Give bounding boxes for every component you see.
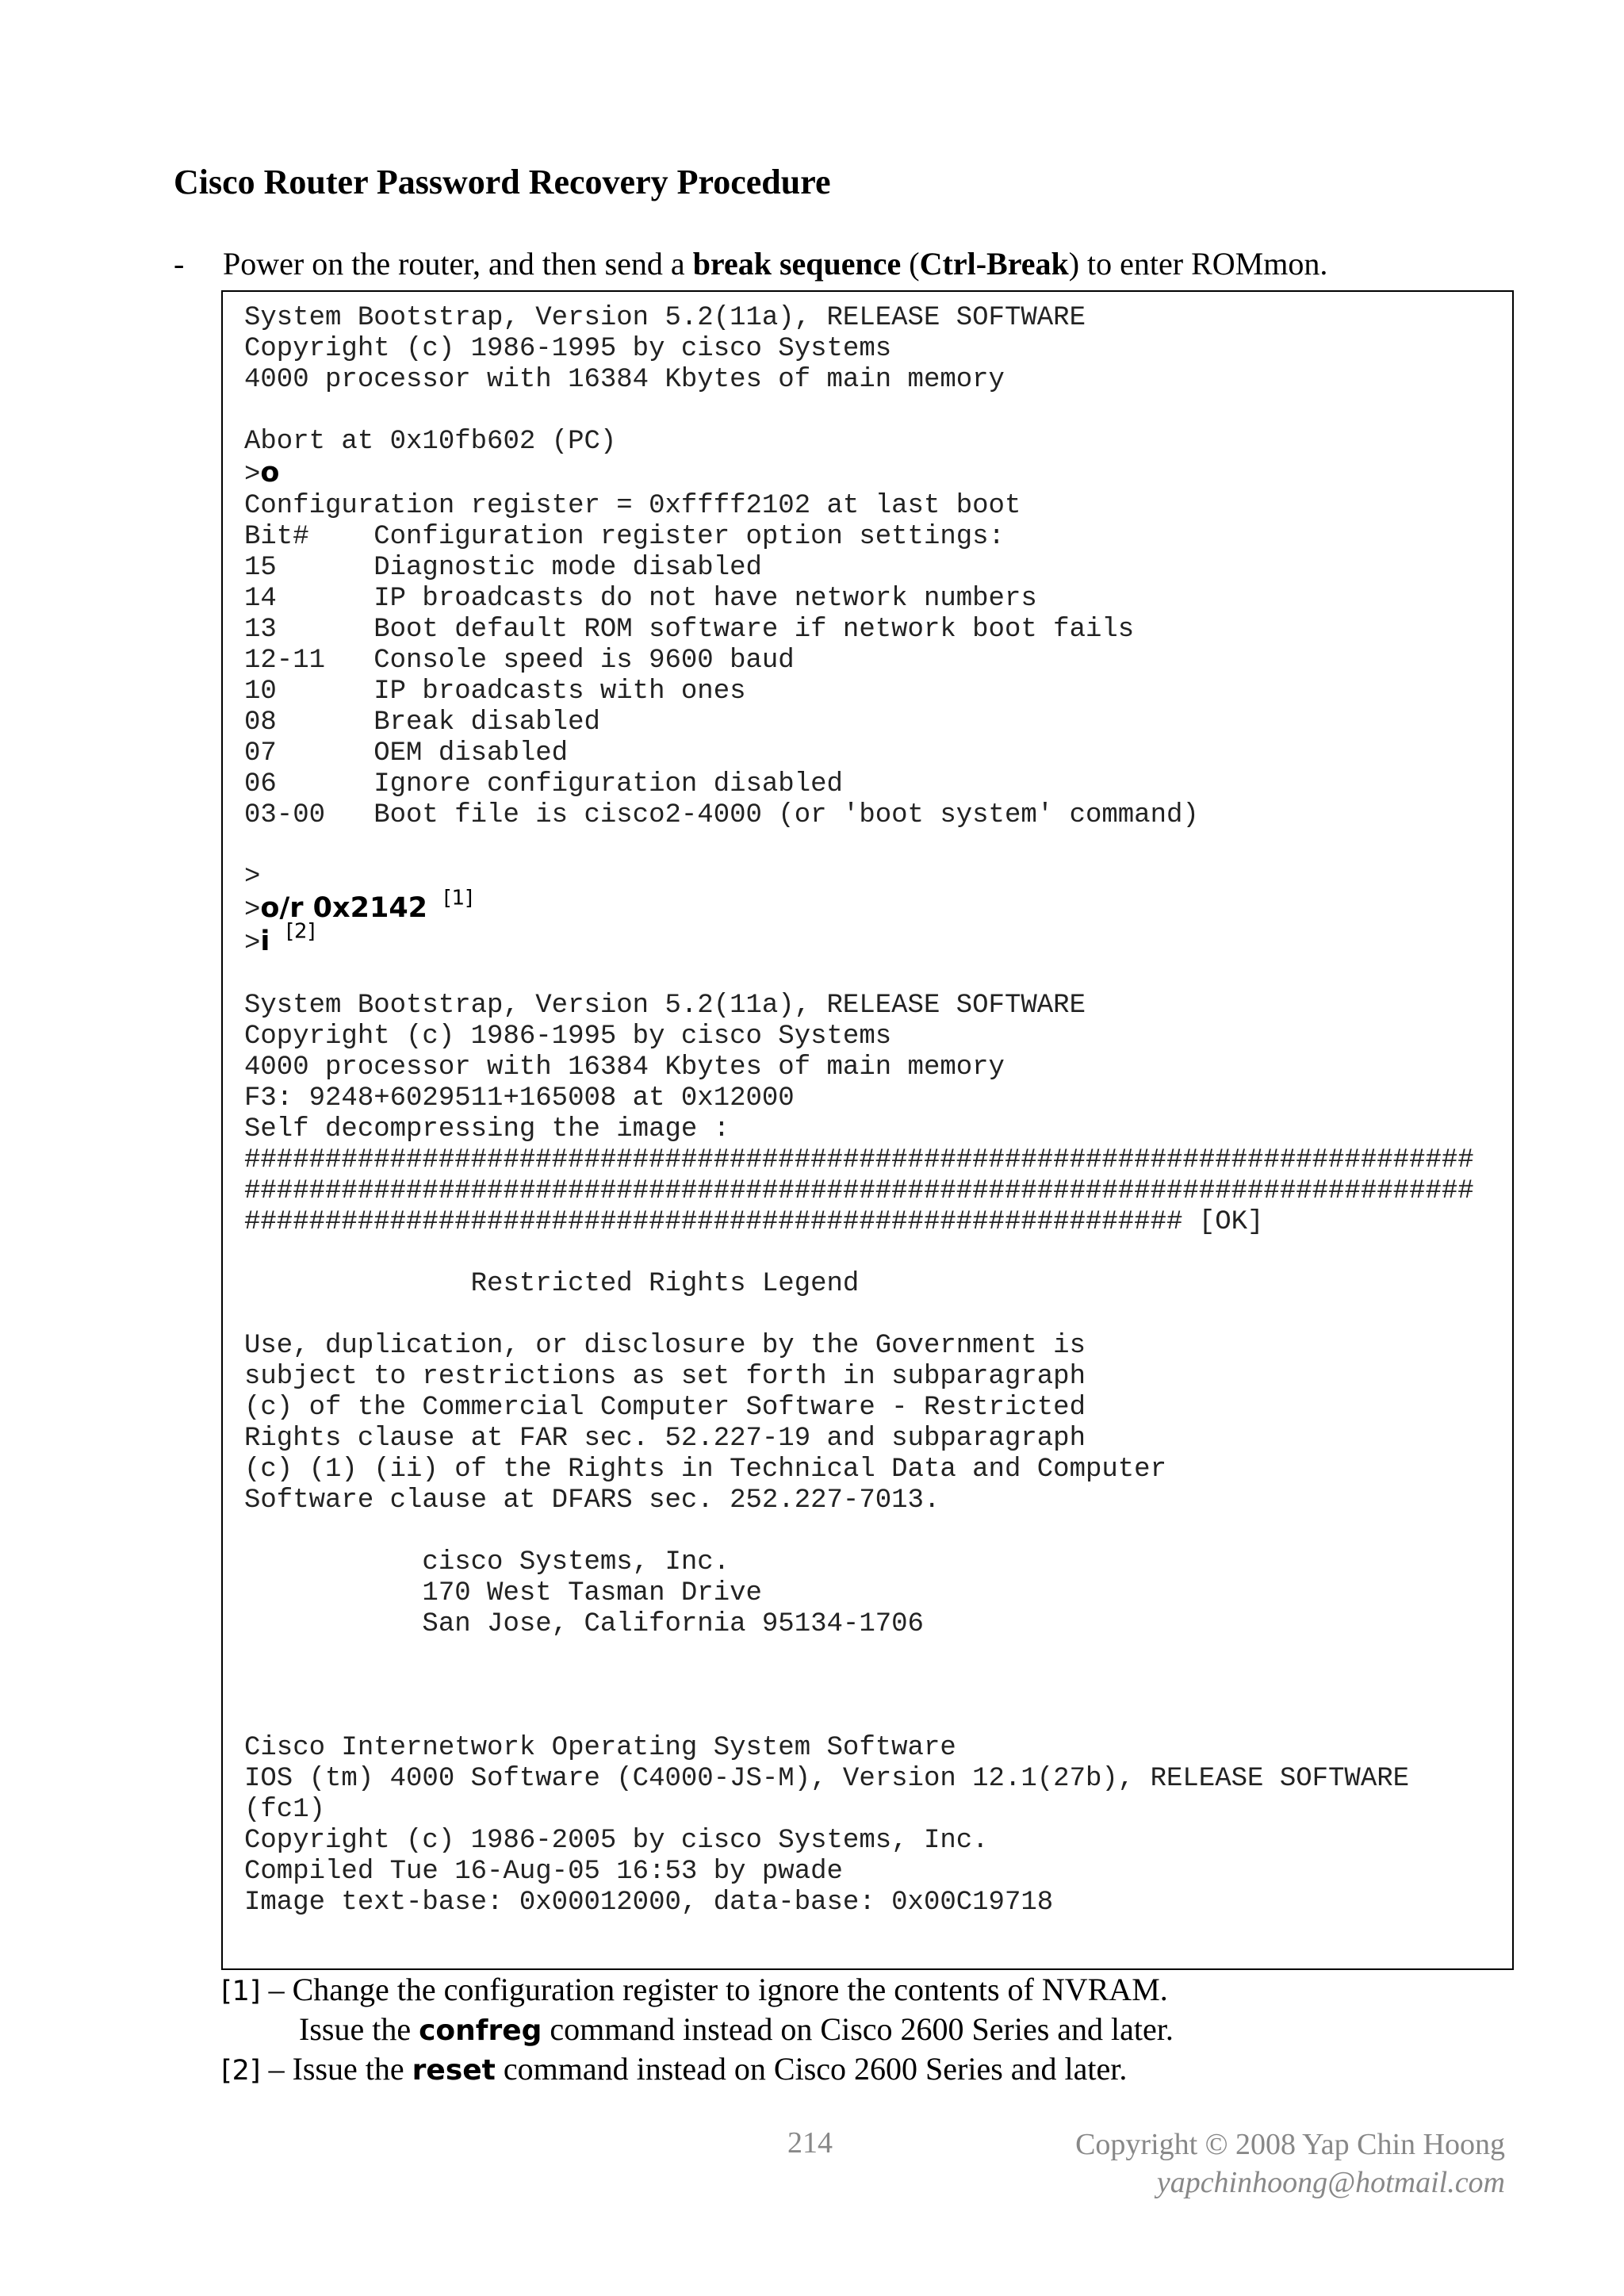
footnote-2-text-after: command instead on Cisco 2600 Series and later. <box>495 2051 1128 2087</box>
step-instruction <box>174 240 1327 288</box>
step-text-before: Power on the router, and then send a <box>223 246 693 282</box>
footnote-ref-2: [2] <box>285 919 316 944</box>
terminal-block-config: Configuration register = 0xffff2102 at last boot Bit# Configuration register option settings: 15 Diagnostic mode disabled 14 IP broadcasts do not have network numbers 13 Boot default ROM software if network boot fails 12-11 Console speed is 9600 baud 10 IP broadcasts with ones 08 Break disabled 07 OEM disabled 06 Ignore configuration disabled 03-00 Boot file is cisco2-4000 (or 'boot system' command) > <box>244 491 1199 892</box>
author-email: yapchinhoong@hotmail.com <box>1156 2166 1505 2199</box>
prompt: > <box>244 895 261 926</box>
list-dash: - <box>174 246 185 282</box>
command-i: i <box>260 926 270 957</box>
step-bold-break-sequence: break sequence <box>692 246 902 282</box>
terminal-text <box>244 303 1512 1918</box>
page-title: Cisco Router Password Recovery Procedure <box>174 163 831 201</box>
copyright-text: Copyright © 2008 Yap Chin Hoong <box>1075 2128 1505 2161</box>
footnote-2-mark: [2] <box>221 2055 261 2087</box>
footnote-1-continued <box>221 2010 1174 2050</box>
prompt: > <box>244 460 261 490</box>
command-o: o <box>260 457 280 489</box>
command-o-r: o/r 0x2142 <box>260 892 428 924</box>
terminal-block-bootstrap: System Bootstrap, Version 5.2(11a), RELEASE SOFTWARE Copyright (c) 1986-1995 by cisco Systems 4000 processor with 16384 Kbytes of main memory Abort at 0x10fb602 (PC) <box>244 303 1086 457</box>
footnote-1 <box>221 1971 1174 2010</box>
footnote-2 <box>221 2050 1174 2090</box>
terminal-block-ios: System Bootstrap, Version 5.2(11a), RELEASE SOFTWARE Copyright (c) 1986-1995 by cisco Systems 4000 processor with 16384 Kbytes of main memory F3: 9248+6029511+165008 at 0x12000 Self decompressing the image : ############################################################################ ############################################################################ ########################################################## [OK] Restricted Rights Legend Use, duplication, or disclosure by the Government is subject to restrictions as set forth in subparagraph (c) of the Commercial Computer Software - Restricted Rights clause at FAR sec. 52.227-19 and subparagraph (c) (1) (ii) of the Rights in Technical Data and Computer Software clause at DFARS sec. 252.227-7013. cisco Systems, Inc. 170 West Tasman Drive San Jose, California 95134-1706 Cisco Internetwork Operating System Software IOS (tm) 4000 Software (C4000-JS-M), Version 12.1(27b), RELEASE SOFTWARE (fc1) Copyright (c) 1986-2005 by cisco Systems, Inc. Compiled Tue 16-Aug-05 16:53 by pwade Image text-base: 0x00012000, data-base: 0x00C19718 <box>244 991 1474 1918</box>
keyword-reset: reset <box>412 2054 496 2087</box>
footnote-1b-text-before: Issue the <box>299 2011 419 2047</box>
keyword-confreg: confreg <box>419 2014 542 2047</box>
terminal-output-box <box>221 290 1514 1970</box>
footnote-2-text-before: – Issue the <box>260 2051 412 2087</box>
step-text-after: ) to enter ROMmon. <box>1068 246 1328 282</box>
footer-copyright <box>1075 2125 1505 2202</box>
footnote-1-text: – Change the configuration register to ignore the contents of NVRAM. <box>260 1972 1168 2007</box>
footnotes <box>221 1971 1174 2090</box>
step-text-mid: ( <box>901 246 920 282</box>
footnote-ref-1: [1] <box>443 886 473 910</box>
footnote-1b-text-after: command instead on Cisco 2600 Series and later. <box>542 2011 1174 2047</box>
prompt: > <box>244 929 261 959</box>
footnote-1-mark: [1] <box>221 1976 261 2007</box>
step-bold-ctrl-break: Ctrl-Break <box>919 246 1069 282</box>
page-number: 214 <box>787 2126 833 2160</box>
